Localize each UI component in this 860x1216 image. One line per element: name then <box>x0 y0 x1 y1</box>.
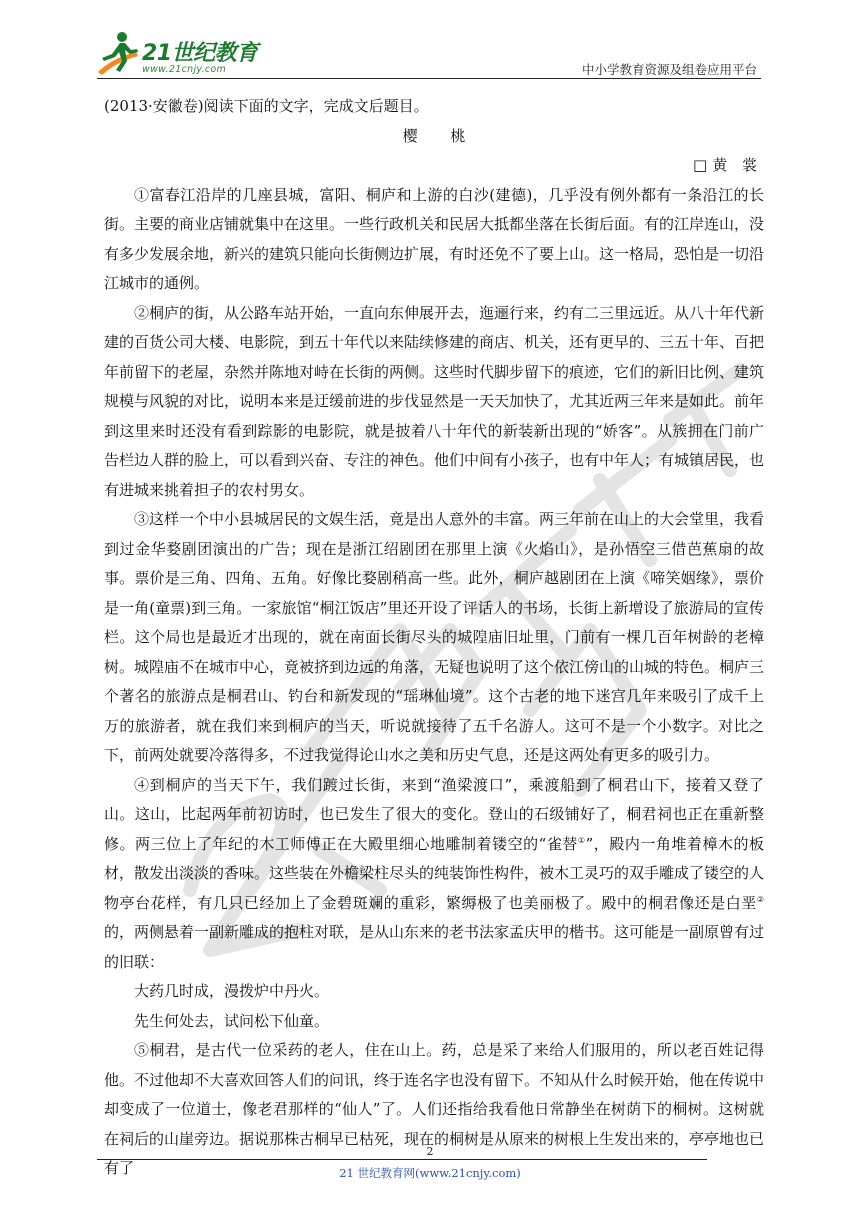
paragraph-2: ②桐庐的街，从公路车站开始，一直向东伸展开去，迤逦行来，约有二三里远近。从八十年代新建的百货公司大楼、电影院，到五十年代以来陆续修建的商店、机关，还有更早的、三五十年、百把年前留下的老屋，杂然并陈地对峙在长街的两侧。这些时代脚步留下的痕迹，它们的新旧比例、建筑规模与风貌的对比，说明本来是迂缓前进的步伐显然是一天天加快了，尤其近两三年来是如此。前年到这里来时还没有看到踪影的电影院，就是披着八十年代的新装新出现的“娇客”。从簇拥在门前广告栏边人群的脸上，可以看到兴奋、专注的神色。他们中间有小孩子，也有中年人；有城镇居民，也有进城来挑着担子的农村男女。 <box>104 303 765 499</box>
paragraph-5: ⑤桐君，是古代一位采药的老人，住在山上。药，总是采了来给人们服用的，所以老百姓记得他。不过他却不大喜欢回答人们的问讯，终于连名字也没有留下。不知从什么时候开始，他在传说中却变成了一位道士，像老君那样的“仙人”了。人们还指给我看他日常静坐在树荫下的桐树。这树就在祠后的山崖旁边。据说那株古桐早已枯死，现在的桐树是从原来的树根上生发出来的，亭亭地也已有了 <box>104 1041 765 1177</box>
paragraph-4-part-3: 的，两侧悬着一副新雕成的抱柱对联，是从山东来的老书法家孟庆甲的楷书。这可能是一副原曾有过的旧联： <box>104 923 765 971</box>
paragraph-4-part-1: ④到桐庐的当天下午，我们踱过长街，来到“渔梁渡口”，乘渡船到了桐君山下，接着又登了山。这山，比起两年前初访时，也已发生了很大的变化。登山的石级铺好了，桐君祠也正在重新整修。两三位上了年纪的木工师傅正在大殿里细心地雕制着镂空的“雀替 <box>104 775 764 853</box>
footnote-marker-2: ② <box>756 894 764 904</box>
document-body <box>104 90 764 1184</box>
article-title: 樱 桃 <box>402 126 480 145</box>
paragraph-1: ①富春江沿岸的几座县城，富阳、桐庐和上游的白沙(建德)，几乎没有例外都有一条沿江的长街。主要的商业店铺就集中在这里。一些行政机关和民居大抵都坐落在长街后面。有的江岸连山，没有多少发展余地，新兴的建筑只能向长街侧边扩展，有时还免不了要上山。这一格局，恐怕是一切沿江城市的通例。 <box>104 185 765 292</box>
paragraph-3: ③这样一个中小县城居民的文娱生活，竟是出人意外的丰富。两三年前在山上的大会堂里，我看到过金华婺剧团演出的广告；现在是浙江绍剧团在那里上演《火焰山》，是孙悟空三借芭蕉扇的故事。票价是三角、四角、五角。好像比婺剧稍高一些。此外，桐庐越剧团在上演《啼笑姻缘》，票价是一角(童票)到三角。一家旅馆“桐江饭店”里还开设了评话人的书场，长街上新增设了旅游局的宣传栏。这个局也是最近才出现的，就在南面长街尽头的城隍庙旧址里，门前有一棵几百年树龄的老樟树。城隍庙不在城市中心，竟被挤到边远的角落，无疑也说明了这个依江傍山的山城的特色。桐庐三个著名的旅游点是桐君山、钓台和新发现的“瑶琳仙境”。这个古老的地下迷宫几年来吸引了成千上万的旅游者，就在我们来到桐庐的当天，听说就接待了五千名游人。这可不是一个小数字。对比之下，前两处就要冷落得多，不过我觉得论山水之美和历史气息，还是这两处有更多的吸引力。 <box>104 510 765 764</box>
paragraph-4-part-2: ”，殿内一角堆着樟木的板材，散发出淡淡的香味。这些装在外檐梁柱尽头的纯装饰性构件，被木工灵巧的双手雕成了镂空的人物亭台花样，有几只已经加上了金碧斑斓的重彩，繁缛极了也美丽极了。殿中的桐君像还是白垩 <box>104 834 765 912</box>
paragraph-4 <box>104 771 764 978</box>
logo-text: 21世纪教育 <box>142 41 258 66</box>
couplet-line-2: 先生何处去，试问松下仙童。 <box>134 1011 330 1030</box>
platform-title: 中小学教育资源及组卷应用平台 <box>581 62 757 77</box>
article-author: □黄 裳 <box>693 156 762 174</box>
footnote-marker-1: ① <box>577 835 586 845</box>
page-header <box>0 0 860 82</box>
question-intro: (2013·安徽卷)阅读下面的文字，完成文后题目。 <box>104 97 429 115</box>
logo-url: www.21cnjy.com <box>142 64 227 75</box>
footer-divider <box>97 1159 707 1160</box>
footer-site: 21 世纪教育网(www.21cnjy.com) <box>339 1166 521 1180</box>
couplet-line-1: 大药几时成，漫拨炉中丹火。 <box>134 982 330 1000</box>
page-number: 2 <box>426 1145 434 1158</box>
header-divider <box>97 78 761 79</box>
runner-logo-icon <box>92 28 144 78</box>
logo <box>92 28 262 78</box>
